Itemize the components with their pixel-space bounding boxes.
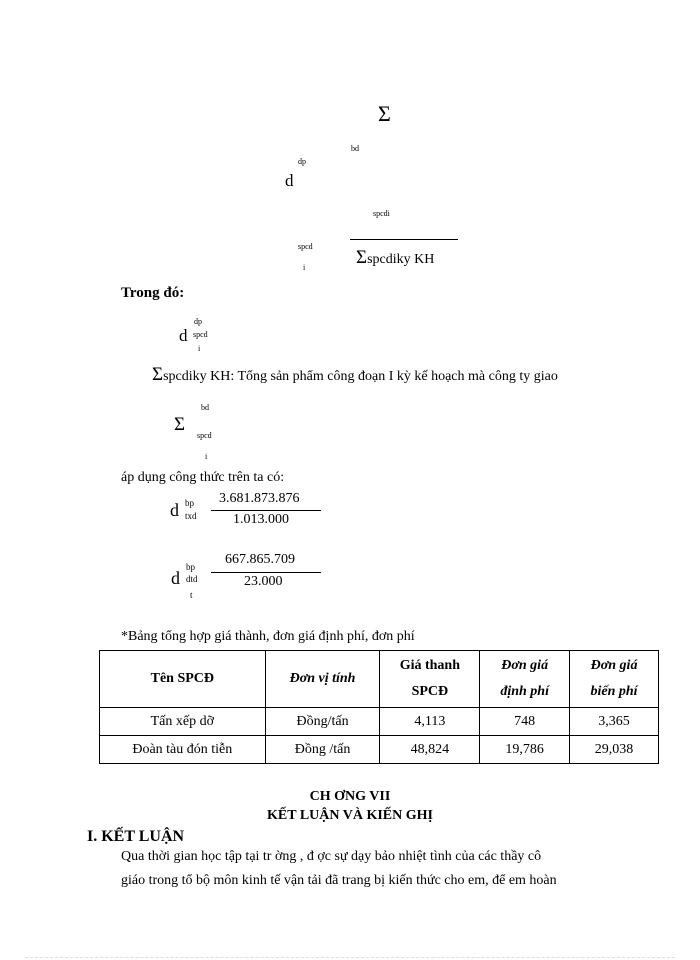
def2-line [152,364,558,386]
eq2-fraction-line [211,572,321,573]
table-cell: 19,786 [480,736,570,764]
apply-text: áp dụng công thức trên ta có: [121,470,285,485]
eq1-d: d [170,500,179,520]
sigma-symbol: Σ [378,101,391,126]
formula-denominator [356,247,434,269]
page-bottom-rule [25,957,675,958]
eq1-fraction-line [211,510,321,511]
header-don-gia-bien-phi: Đơn giá biến phí [570,651,659,708]
eq2-numerator: 667.865.709 [225,552,295,567]
paragraph-line-1: Qua thời gian học tập tại tr ờng , đ ợc sự dạy bảo nhiệt tình của các thầy cô [121,849,542,864]
table-row [100,708,659,736]
header-ten-spcd: Tên SPCĐ [100,651,266,708]
table-caption: *Bảng tổng hợp giá thành, đơn giá định phí, đơn phí [121,629,415,644]
formula-sup-bd: bd [351,144,359,153]
def3-sub: spcd [197,431,212,440]
formula-sub-spcdi: spcdi [373,209,390,218]
chapter-heading: CH ƠNG VII [309,789,391,804]
def1-d: d [179,326,188,345]
eq1-denominator: 1.013.000 [233,512,289,527]
eq1-numerator: 3.681.873.876 [219,491,300,506]
def1-sup: dp [194,317,202,326]
header-don-vi-tinh: Đơn vị tính [265,651,380,708]
table-cell: Tấn xếp dỡ [100,708,266,736]
def1-sub: spcd [193,330,208,339]
header-don-gia-dinh-phi: Đơn giá định phí [480,651,570,708]
eq2-d: d [171,568,180,588]
eq2-denominator: 23.000 [244,574,283,589]
def1-sub2: i [198,344,201,353]
formula-d: d [285,171,294,190]
def2-text: spcdiky KH: Tổng sản phẩm công đoạn I kỳ kế hoạch mà công ty giao [163,369,558,384]
table-cell: 29,038 [570,736,659,764]
def3-sup: bd [201,403,209,412]
formula-sub-i: i [303,263,306,272]
header-gia-thanh: Giá thanh SPCĐ [380,651,480,708]
table-header-row [100,651,659,708]
sigma-symbol: Σ [174,414,186,435]
table-cell: Đồng/tấn [265,708,380,736]
table-cell: 3,365 [570,708,659,736]
table-cell: 748 [480,708,570,736]
eq2-sup: bp [186,562,195,572]
paragraph-line-2: giáo trong tổ bộ môn kinh tế vận tải đã trang bị kiến thức cho em, để em hoàn [121,873,557,888]
sigma-symbol: Σ [356,247,368,268]
summary-table [99,650,659,764]
formula-sub-spcd: spcd [298,242,313,251]
trong-do-label: Trong đó: [121,285,185,301]
table-cell: Đoàn tàu đón tiễn [100,736,266,764]
def3-sub2: i [205,452,208,461]
table-row [100,736,659,764]
table-cell: 48,824 [380,736,480,764]
eq1-sub: txd [185,511,197,521]
section-heading: I. KẾT LUẬN [87,828,185,845]
table-cell: Đồng /tấn [265,736,380,764]
formula-sup-dp: dp [298,157,306,166]
formula-denominator-text: spcdiky KH [367,252,435,267]
eq1-sup: bp [185,498,194,508]
formula-fraction-line [350,239,458,240]
chapter-title: KẾT LUẬN VÀ KIẾN GHỊ [267,808,433,823]
eq2-sub: dtd [186,574,198,584]
sigma-symbol: Σ [152,364,164,385]
eq2-sub2: t [190,590,193,600]
table-cell: 4,113 [380,708,480,736]
